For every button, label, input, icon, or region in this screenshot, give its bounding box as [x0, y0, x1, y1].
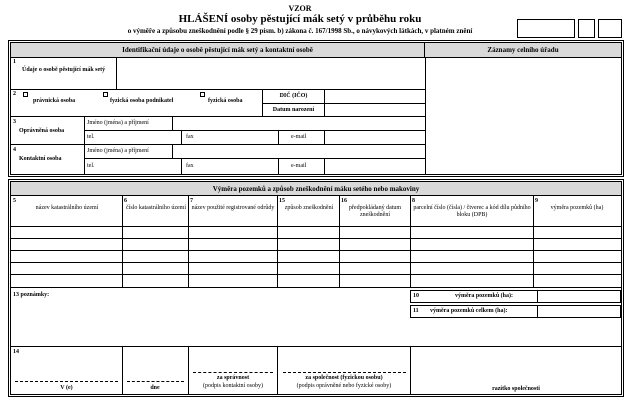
person-data-label: Údaje o osobě pěstující mák setý: [22, 67, 106, 73]
company-signature-label: za společnost (fyzickou osobu): [305, 375, 383, 381]
natural-person-label: fyzická osoba: [208, 98, 243, 104]
company-signature-sublabel: (podpis oprávněné nebo fyzické osoby): [296, 383, 392, 389]
birth-date-label: Datum narození: [272, 107, 315, 113]
authorized-email-label: e-mail: [291, 134, 307, 140]
checkbox-natural-person[interactable]: [200, 92, 205, 97]
person-data-field[interactable]: [117, 58, 425, 90]
contact-email-field[interactable]: [325, 160, 425, 173]
table-row[interactable]: [11, 251, 621, 263]
notes-number: 13: [13, 292, 19, 298]
col-cadastral-name-label: název katastrálního území: [35, 205, 99, 211]
col-area-label: výměra pozemků (ha): [550, 205, 604, 211]
admin-signature-label: za správnost: [216, 375, 250, 381]
authorized-person-label: Oprávněná osoba: [19, 128, 65, 134]
contact-tel-field[interactable]: [100, 160, 180, 173]
table-row[interactable]: [11, 227, 621, 239]
notes-field[interactable]: [11, 300, 409, 345]
authorized-tel-field[interactable]: [100, 132, 180, 144]
col-cadastral-name-number: 5: [13, 198, 16, 204]
table-row[interactable]: [11, 239, 621, 251]
table-row[interactable]: [11, 275, 621, 288]
office-id-box[interactable]: [517, 19, 575, 38]
company-signature-field[interactable]: [279, 352, 408, 370]
footer-number: 14: [13, 349, 19, 355]
checkbox-natural-entrepreneur[interactable]: [103, 92, 108, 97]
admin-signature-line: [193, 372, 273, 373]
col-variety-number: 7: [190, 198, 193, 204]
row4-number: 4: [13, 147, 16, 153]
row4-divider-e: [278, 159, 279, 174]
office-code-box-1[interactable]: [578, 19, 595, 38]
authorized-fax-label: fax: [186, 134, 194, 140]
place-label: V (e): [60, 385, 73, 391]
table-row[interactable]: [11, 263, 621, 275]
footer-top-line: [11, 346, 621, 347]
customs-heading: Záznamy celního úřadu: [425, 43, 621, 58]
row3-divider-d: [181, 131, 182, 145]
company-stamp-field[interactable]: [412, 348, 620, 384]
row3-divider-e: [278, 131, 279, 145]
birth-date-field[interactable]: [325, 104, 425, 116]
col-disposal-method-header: [279, 198, 339, 212]
row1-number: 1: [13, 59, 16, 65]
authorized-name-label: Jméno (jména) a příjmení: [87, 120, 149, 126]
col-cadastral-number-label: číslo katastrálního území: [126, 205, 186, 211]
contact-tel-label: tel.: [87, 163, 95, 169]
office-code-box-2[interactable]: [598, 19, 622, 38]
contact-fax-field[interactable]: [197, 160, 277, 173]
col-cadastral-name-header: [13, 198, 121, 212]
date-line: [127, 381, 184, 382]
col-parcel-label: parcelní číslo (čísla) / čtverec a kód dílu půdního bloku (DPB): [413, 205, 531, 218]
area-sum-field[interactable]: [538, 291, 620, 302]
contact-email-label: e-mail: [291, 163, 307, 169]
dic-label: DIČ (IČO): [279, 93, 308, 99]
area-sum-label: výměra pozemků (ha):: [455, 293, 513, 299]
col-cadastral-number-number: 6: [124, 198, 127, 204]
legal-person-label: právnická osoba: [33, 98, 76, 104]
natural-entrepreneur-label: fyzická osoba podnikatel: [110, 98, 174, 104]
land-heading: Výměra pozemků a způsob zneškodnění máku setého nebo makoviny: [11, 182, 621, 196]
col-disposal-date-header: [341, 198, 409, 219]
col-disposal-method-label: způsob zneškodnění: [284, 205, 334, 211]
identification-heading: Identifikační údaje o osobě pěstující mák setý a kontaktní osobě: [11, 43, 425, 58]
admin-signature-field[interactable]: [190, 352, 275, 370]
notes-label: [13, 292, 49, 299]
checkbox-legal-person[interactable]: [23, 92, 28, 97]
template-label: VZOR: [288, 4, 312, 13]
area-total-label: výměra pozemků celkem (ha):: [430, 308, 508, 314]
date-field[interactable]: [124, 352, 186, 379]
area-total-number: 11: [413, 308, 419, 314]
form-title: HLÁŠENÍ osoby pěstující mák setý v průběhu roku: [178, 13, 422, 25]
notes-text: poznámky:: [20, 292, 50, 298]
date-label: dne: [150, 385, 160, 391]
authorized-name-field[interactable]: [173, 118, 425, 130]
col-parcel-number: 8: [412, 198, 415, 204]
footer-divider-1: [122, 346, 123, 395]
contact-name-field[interactable]: [173, 146, 425, 158]
row2-number: 2: [13, 91, 16, 97]
authorized-tel-label: tel.: [87, 134, 95, 140]
customs-records-area[interactable]: [425, 58, 621, 174]
contact-person-label: Kontaktní osoba: [19, 156, 62, 162]
col-variety-label: název použité registrované odrůdy: [191, 205, 275, 211]
contact-fax-label: fax: [186, 163, 194, 169]
dic-field[interactable]: [325, 91, 425, 103]
company-signature-line: [283, 372, 406, 373]
col-area-number: 9: [535, 198, 538, 204]
col-cadastral-number-header: [124, 198, 188, 212]
admin-signature-sublabel: (podpis kontaktní osoby): [203, 383, 263, 389]
contact-name-label: Jméno (jména) a příjmení: [87, 148, 149, 154]
form-subtitle: o výměře a způsobu zneškodnění podle § 29 písm. b) zákona č. 167/1998 Sb., o návykových látkách, v platném znění: [127, 27, 473, 35]
col-disposal-method-number: 15: [279, 198, 285, 204]
col-disposal-date-number: 16: [341, 198, 347, 204]
authorized-email-field[interactable]: [325, 132, 425, 144]
col-area-header: [535, 198, 619, 212]
row3-number: 3: [13, 119, 16, 125]
area-total-field[interactable]: [538, 306, 620, 317]
col-disposal-date-label: předpokládaný datum zneškodnění: [348, 205, 402, 218]
row4-divider-d: [181, 159, 182, 174]
col-variety-header: [190, 198, 276, 212]
authorized-fax-field[interactable]: [197, 132, 277, 144]
col-parcel-header: [412, 198, 532, 219]
place-line: [15, 381, 118, 382]
company-stamp-label: razítko společnosti: [492, 386, 540, 392]
place-field[interactable]: [13, 352, 120, 379]
area-sum-number: 10: [413, 293, 419, 299]
